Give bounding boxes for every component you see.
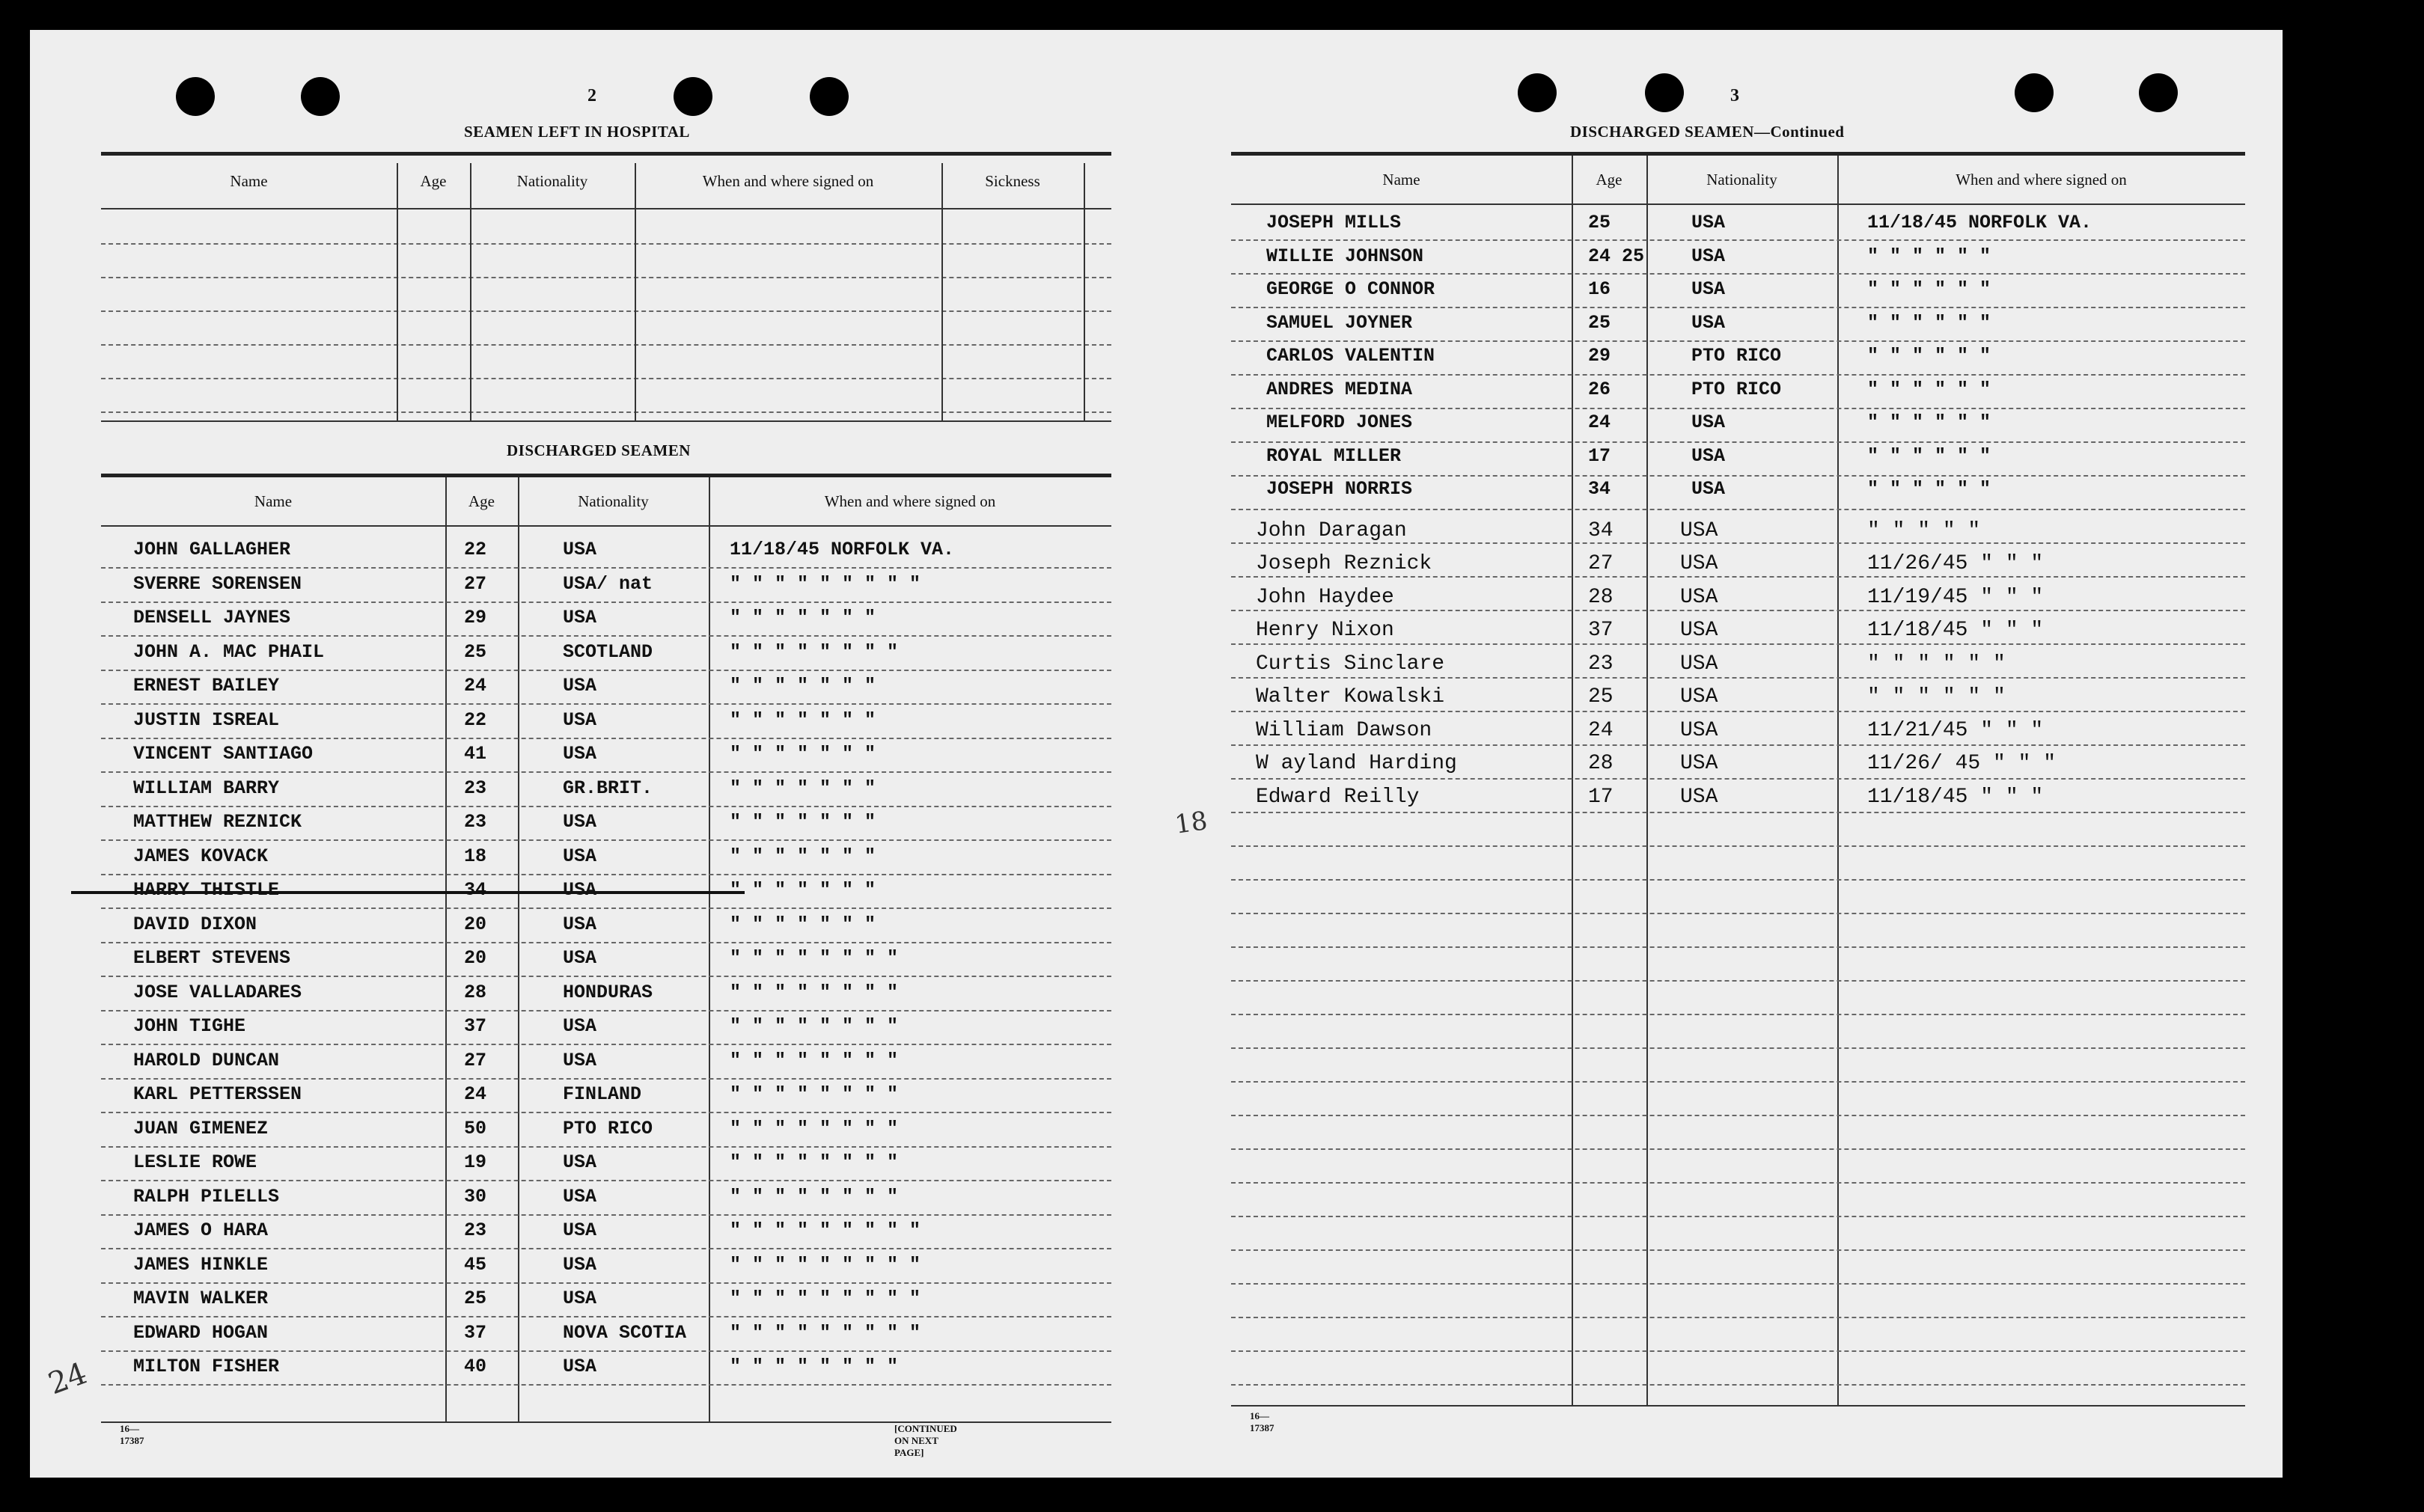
seaman-name: MILTON FISHER: [133, 1356, 280, 1377]
seaman-name: JOSE VALLADARES: [133, 982, 302, 1003]
row-rule: [101, 1146, 1111, 1148]
row-rule: [1231, 1047, 2245, 1049]
section-rule: [101, 152, 1111, 156]
seaman-name: William Dawson: [1256, 719, 1432, 742]
seaman-age: 23: [464, 777, 487, 799]
seaman-age: 50: [464, 1118, 487, 1139]
punch-hole: [1645, 73, 1684, 112]
punch-hole: [810, 77, 849, 116]
seaman-nationality: USA/ nat: [563, 573, 653, 595]
seaman-nationality: NOVA SCOTIA: [563, 1322, 687, 1344]
discharged-continued-title: DISCHARGED SEAMEN—Continued: [1570, 123, 1845, 141]
row-rule: [1231, 239, 2245, 241]
signed-on: 11/18/45 NORFOLK VA.: [730, 539, 955, 560]
seaman-age: 20: [464, 947, 487, 969]
column-divider: [1084, 163, 1085, 420]
seaman-name: MATTHEW REZNICK: [133, 811, 302, 833]
seaman-name: Edward Reilly: [1256, 786, 1420, 809]
seaman-nationality: USA: [563, 879, 597, 901]
row-rule: [101, 378, 1111, 379]
seaman-age: 41: [464, 743, 487, 765]
page-number: 3: [1730, 86, 1739, 105]
seaman-age: 22: [464, 709, 487, 731]
row-rule: [1231, 913, 2245, 914]
signed-on: " " " " " ": [1867, 379, 1991, 400]
header-rule: [1231, 203, 2245, 205]
row-rule: [101, 310, 1111, 312]
seaman-nationality: USA: [563, 1219, 597, 1241]
signed-on: " " " " " " ": [730, 675, 876, 697]
seaman-name: CARLOS VALENTIN: [1266, 345, 1435, 367]
seaman-nationality: USA: [563, 709, 597, 731]
seaman-nationality: SCOTLAND: [563, 641, 653, 663]
header-nationality: Nationality: [578, 492, 649, 510]
signed-on: " " " " " ": [1867, 445, 1991, 467]
seaman-nationality: USA: [1680, 519, 1718, 542]
seaman-age: 28: [1588, 752, 1614, 775]
seaman-age: 37: [464, 1015, 487, 1037]
seaman-name: LESLIE ROWE: [133, 1151, 257, 1173]
seaman-nationality: PTO RICO: [1691, 379, 1782, 400]
seaman-age: 37: [464, 1322, 487, 1344]
hospital-section-title: SEAMEN LEFT IN HOSPITAL: [464, 123, 690, 141]
seaman-nationality: USA: [1691, 478, 1726, 500]
row-rule: [1231, 845, 2245, 847]
signed-on: " " " " " " " ": [730, 1118, 899, 1139]
seaman-name: John Haydee: [1256, 586, 1394, 609]
signed-on: " " " " " ": [1867, 411, 1991, 433]
seaman-nationality: USA: [563, 947, 597, 969]
column-divider: [1646, 156, 1648, 1405]
row-rule: [101, 1180, 1111, 1181]
seaman-name: GEORGE O CONNOR: [1266, 278, 1435, 300]
signed-on: " " " " ": [1867, 519, 1981, 542]
signed-on: " " " " " " " ": [730, 1015, 899, 1037]
table-bottom-rule: [101, 1421, 1111, 1423]
column-divider: [1572, 156, 1573, 1405]
row-rule: [101, 1248, 1111, 1249]
signed-on: " " " " " " " " ": [730, 1288, 921, 1309]
seaman-nationality: USA: [1691, 312, 1726, 334]
seaman-age: 17: [1588, 445, 1611, 467]
seaman-age: 24: [464, 1083, 487, 1105]
row-rule: [101, 942, 1111, 943]
seaman-name: HAROLD DUNCAN: [133, 1050, 280, 1071]
row-rule: [1231, 1317, 2245, 1318]
seaman-age: 40: [464, 1356, 487, 1377]
signed-on: " " " " " " " ": [730, 641, 899, 663]
row-rule: [1231, 1182, 2245, 1184]
row-rule: [1231, 1350, 2245, 1352]
row-rule: [1231, 1115, 2245, 1116]
seaman-nationality: USA: [563, 1356, 597, 1377]
row-rule: [1231, 441, 2245, 443]
margin-note: 24: [43, 1356, 92, 1402]
seaman-age: 24: [1588, 719, 1614, 742]
header-rule: [101, 525, 1111, 527]
seaman-age: 27: [464, 573, 487, 595]
seaman-name: MELFORD JONES: [1266, 411, 1413, 433]
row-rule: [101, 703, 1111, 705]
row-rule: [101, 806, 1111, 807]
row-rule: [1231, 879, 2245, 881]
seaman-name: Walter Kowalski: [1256, 685, 1445, 708]
row-rule: [101, 243, 1111, 245]
seaman-name: JUSTIN ISREAL: [133, 709, 280, 731]
seaman-name: WILLIE JOHNSON: [1266, 245, 1424, 267]
seaman-age: 37: [1588, 619, 1614, 642]
seaman-nationality: USA: [563, 1015, 597, 1037]
row-rule: [101, 907, 1111, 909]
seaman-age: 34: [1588, 478, 1611, 500]
seaman-nationality: USA: [563, 539, 597, 560]
seaman-name: MAVIN WALKER: [133, 1288, 269, 1309]
seaman-name: JOSEPH MILLS: [1266, 212, 1402, 233]
row-rule: [101, 738, 1111, 739]
seaman-age: 23: [464, 1219, 487, 1241]
row-rule: [101, 1078, 1111, 1080]
seaman-nationality: USA: [1680, 552, 1718, 575]
seaman-nationality: USA: [563, 845, 597, 867]
row-rule: [101, 1112, 1111, 1113]
signed-on: " " " " " " ": [730, 879, 876, 901]
row-rule: [1231, 643, 2245, 645]
table-bottom-rule: [101, 420, 1111, 422]
column-divider: [1837, 156, 1839, 1405]
row-rule: [101, 1350, 1111, 1352]
header-signed: When and where signed on: [1956, 171, 2127, 189]
discharged-section-title: DISCHARGED SEAMEN: [507, 441, 691, 459]
seaman-nationality: HONDURAS: [563, 982, 653, 1003]
signed-on: " " " " " ": [1867, 652, 2006, 676]
signed-on: " " " " " " " " ": [730, 1254, 921, 1276]
hospital-header-name: Name: [230, 172, 268, 190]
seaman-nationality: USA: [563, 607, 597, 628]
seaman-name: JOSEPH NORRIS: [1266, 478, 1413, 500]
seaman-age: 25: [1588, 685, 1614, 708]
row-rule: [1231, 744, 2245, 746]
continued-note: [CONTINUED ON NEXT PAGE]: [894, 1423, 957, 1458]
seaman-nationality: USA: [563, 1050, 597, 1071]
table-bottom-rule: [1231, 1405, 2245, 1407]
column-divider: [941, 163, 943, 420]
seaman-name: JAMES KOVACK: [133, 845, 269, 867]
seaman-age: 26: [1588, 379, 1611, 400]
seaman-age: 25: [464, 1288, 487, 1309]
seaman-age: 25: [1588, 312, 1611, 334]
signed-on: " " " " " " ": [730, 709, 876, 731]
row-rule: [101, 874, 1111, 875]
row-rule: [1231, 1283, 2245, 1285]
signed-on: " " " " " " " ": [730, 1356, 899, 1377]
row-rule: [101, 670, 1111, 671]
seaman-name: VINCENT SANTIAGO: [133, 743, 314, 765]
seaman-name: DAVID DIXON: [133, 913, 257, 935]
header-age: Age: [1596, 171, 1622, 189]
seaman-age: 16: [1588, 278, 1611, 300]
seaman-nationality: USA: [563, 1254, 597, 1276]
seaman-age: 23: [464, 811, 487, 833]
seaman-age: 30: [464, 1186, 487, 1208]
signed-on: " " " " " ": [1867, 685, 2006, 708]
row-rule: [1231, 509, 2245, 510]
seaman-age: 28: [1588, 586, 1614, 609]
seaman-age: 34: [464, 879, 487, 901]
row-rule: [1231, 542, 2245, 544]
signed-on: " " " " " ": [1867, 345, 1991, 367]
section-rule: [101, 474, 1111, 477]
seaman-age: 24: [464, 675, 487, 697]
row-rule: [101, 839, 1111, 841]
row-rule: [101, 771, 1111, 773]
header-rule: [101, 208, 1111, 209]
seaman-nationality: USA: [563, 1151, 597, 1173]
row-rule: [101, 1010, 1111, 1011]
row-rule: [1231, 1216, 2245, 1217]
strike-through-line: [71, 891, 745, 894]
header-nationality: Nationality: [1706, 171, 1777, 189]
signed-on: " " " " " " " " ": [730, 1322, 921, 1344]
seaman-name: KARL PETTERSSEN: [133, 1083, 302, 1105]
seaman-nationality: PTO RICO: [563, 1118, 653, 1139]
seaman-name: Curtis Sinclare: [1256, 652, 1445, 676]
seaman-nationality: USA: [1691, 445, 1726, 467]
signed-on: " " " " " " " " ": [730, 573, 921, 595]
seaman-nationality: USA: [1691, 278, 1726, 300]
seaman-name: Henry Nixon: [1256, 619, 1394, 642]
signed-on: " " " " " ": [1867, 478, 1991, 500]
seaman-nationality: USA: [1680, 752, 1718, 775]
section-rule: [1231, 152, 2245, 156]
seaman-age: 17: [1588, 786, 1614, 809]
seaman-age: 24: [1588, 411, 1611, 433]
seaman-nationality: USA: [1691, 411, 1726, 433]
seaman-nationality: USA: [1680, 586, 1718, 609]
row-rule: [1231, 307, 2245, 308]
signed-on: 11/18/45 " " ": [1867, 786, 2044, 809]
seaman-name: JOHN TIGHE: [133, 1015, 246, 1037]
seaman-nationality: USA: [563, 675, 597, 697]
hospital-header-signed: When and where signed on: [702, 172, 874, 190]
punch-hole: [1518, 73, 1557, 112]
row-rule: [1231, 1014, 2245, 1015]
row-rule: [101, 1384, 1111, 1386]
column-divider: [397, 163, 398, 420]
header-name: Name: [1382, 171, 1420, 189]
seaman-age: 27: [1588, 552, 1614, 575]
row-rule: [1231, 273, 2245, 275]
seaman-age: 27: [464, 1050, 487, 1071]
seaman-name: John Daragan: [1256, 519, 1407, 542]
form-number: 16—17387: [120, 1423, 144, 1446]
column-divider: [470, 163, 471, 420]
document-sheet: [30, 30, 2283, 1478]
row-rule: [101, 602, 1111, 603]
punch-hole: [674, 77, 712, 116]
seaman-age: 24 25: [1588, 245, 1645, 267]
punch-hole: [2015, 73, 2054, 112]
signed-on: " " " " " ": [1867, 312, 1991, 334]
row-rule: [1231, 475, 2245, 477]
signed-on: 11/19/45 " " ": [1867, 586, 2044, 609]
hospital-header-age: Age: [420, 172, 447, 190]
row-rule: [101, 976, 1111, 977]
seaman-nationality: USA: [563, 811, 597, 833]
row-rule: [101, 635, 1111, 637]
signed-on: " " " " " " ": [730, 913, 876, 935]
seaman-nationality: USA: [563, 913, 597, 935]
row-rule: [101, 1044, 1111, 1045]
seaman-name: JUAN GIMENEZ: [133, 1118, 269, 1139]
row-rule: [1231, 778, 2245, 780]
seaman-name: W ayland Harding: [1256, 752, 1457, 775]
row-rule: [101, 1282, 1111, 1284]
column-divider: [635, 163, 636, 420]
signed-on: 11/18/45 " " ": [1867, 619, 2044, 642]
punch-hole: [301, 77, 340, 116]
punch-hole: [2139, 73, 2178, 112]
hospital-header-nationality: Nationality: [516, 172, 588, 190]
seaman-age: 22: [464, 539, 487, 560]
seaman-name: RALPH PILELLS: [133, 1186, 280, 1208]
form-number: 16—17387: [1250, 1410, 1274, 1433]
row-rule: [1231, 946, 2245, 948]
header-name: Name: [254, 492, 293, 510]
seaman-age: 45: [464, 1254, 487, 1276]
row-rule: [1231, 374, 2245, 376]
seaman-name: SAMUEL JOYNER: [1266, 312, 1413, 334]
row-rule: [1231, 711, 2245, 712]
seaman-name: WILLIAM BARRY: [133, 777, 280, 799]
seaman-age: 28: [464, 982, 487, 1003]
signed-on: " " " " " " " ": [730, 982, 899, 1003]
row-rule: [1231, 1384, 2245, 1386]
signed-on: " " " " " " ": [730, 845, 876, 867]
seaman-nationality: USA: [1680, 719, 1718, 742]
column-divider: [445, 477, 447, 1421]
seaman-age: 29: [464, 607, 487, 628]
row-rule: [101, 277, 1111, 278]
row-rule: [1231, 1249, 2245, 1251]
page-number: 2: [587, 86, 596, 105]
signed-on: " " " " " ": [1867, 278, 1991, 300]
signed-on: " " " " " " ": [730, 811, 876, 833]
seaman-nationality: USA: [1680, 786, 1718, 809]
row-rule: [1231, 408, 2245, 409]
margin-note: 18: [1173, 806, 1209, 840]
row-rule: [101, 1214, 1111, 1216]
row-rule: [1231, 980, 2245, 982]
hospital-header-sickness: Sickness: [985, 172, 1040, 190]
row-rule: [101, 411, 1111, 413]
row-rule: [101, 567, 1111, 569]
row-rule: [1231, 1081, 2245, 1083]
signed-on: " " " " " " " ": [730, 1186, 899, 1208]
signed-on: 11/18/45 NORFOLK VA.: [1867, 212, 2092, 233]
header-age: Age: [468, 492, 495, 510]
row-rule: [1231, 610, 2245, 611]
seaman-name: ROYAL MILLER: [1266, 445, 1402, 467]
row-rule: [1231, 340, 2245, 342]
seaman-nationality: USA: [563, 1288, 597, 1309]
seaman-age: 25: [464, 641, 487, 663]
seaman-name: ELBERT STEVENS: [133, 947, 291, 969]
seaman-name: ERNEST BAILEY: [133, 675, 280, 697]
seaman-age: 23: [1588, 652, 1614, 676]
signed-on: " " " " " " ": [730, 607, 876, 628]
seaman-nationality: USA: [1680, 619, 1718, 642]
seaman-nationality: USA: [1691, 245, 1726, 267]
signed-on: 11/26/45 " " ": [1867, 552, 2044, 575]
seaman-nationality: USA: [1680, 652, 1718, 676]
row-rule: [1231, 1148, 2245, 1150]
signed-on: " " " " " " " ": [730, 1050, 899, 1071]
seaman-name: JOHN A. MAC PHAIL: [133, 641, 325, 663]
seaman-name: ANDRES MEDINA: [1266, 379, 1413, 400]
seaman-nationality: GR.BRIT.: [563, 777, 653, 799]
signed-on: " " " " " " ": [730, 777, 876, 799]
row-rule: [1231, 576, 2245, 578]
seaman-name: HARRY THISTLE: [133, 879, 280, 901]
seaman-nationality: FINLAND: [563, 1083, 642, 1105]
seaman-name: Joseph Reznick: [1256, 552, 1432, 575]
seaman-name: JOHN GALLAGHER: [133, 539, 291, 560]
seaman-name: EDWARD HOGAN: [133, 1322, 269, 1344]
row-rule: [1231, 677, 2245, 679]
seaman-name: JAMES O HARA: [133, 1219, 269, 1241]
seaman-age: 29: [1588, 345, 1611, 367]
seaman-age: 19: [464, 1151, 487, 1173]
row-rule: [101, 1316, 1111, 1317]
seaman-name: DENSELL JAYNES: [133, 607, 291, 628]
row-rule: [1231, 812, 2245, 813]
column-divider: [709, 477, 710, 1421]
punch-hole: [176, 77, 215, 116]
column-divider: [518, 477, 519, 1421]
signed-on: " " " " " ": [1867, 245, 1991, 267]
seaman-nationality: USA: [1680, 685, 1718, 708]
seaman-age: 25: [1588, 212, 1611, 233]
seaman-nationality: USA: [563, 1186, 597, 1208]
header-signed: When and where signed on: [824, 492, 996, 510]
signed-on: 11/21/45 " " ": [1867, 719, 2044, 742]
row-rule: [101, 344, 1111, 346]
seaman-age: 34: [1588, 519, 1614, 542]
signed-on: " " " " " " " ": [730, 1151, 899, 1173]
signed-on: " " " " " " " " ": [730, 1219, 921, 1241]
seaman-nationality: PTO RICO: [1691, 345, 1782, 367]
signed-on: " " " " " " " ": [730, 947, 899, 969]
seaman-age: 20: [464, 913, 487, 935]
seaman-nationality: USA: [1691, 212, 1726, 233]
seaman-age: 18: [464, 845, 487, 867]
seaman-name: SVERRE SORENSEN: [133, 573, 302, 595]
signed-on: " " " " " " ": [730, 743, 876, 765]
seaman-name: JAMES HINKLE: [133, 1254, 269, 1276]
seaman-nationality: USA: [563, 743, 597, 765]
signed-on: 11/26/ 45 " " ": [1867, 752, 2057, 775]
signed-on: " " " " " " " ": [730, 1083, 899, 1105]
